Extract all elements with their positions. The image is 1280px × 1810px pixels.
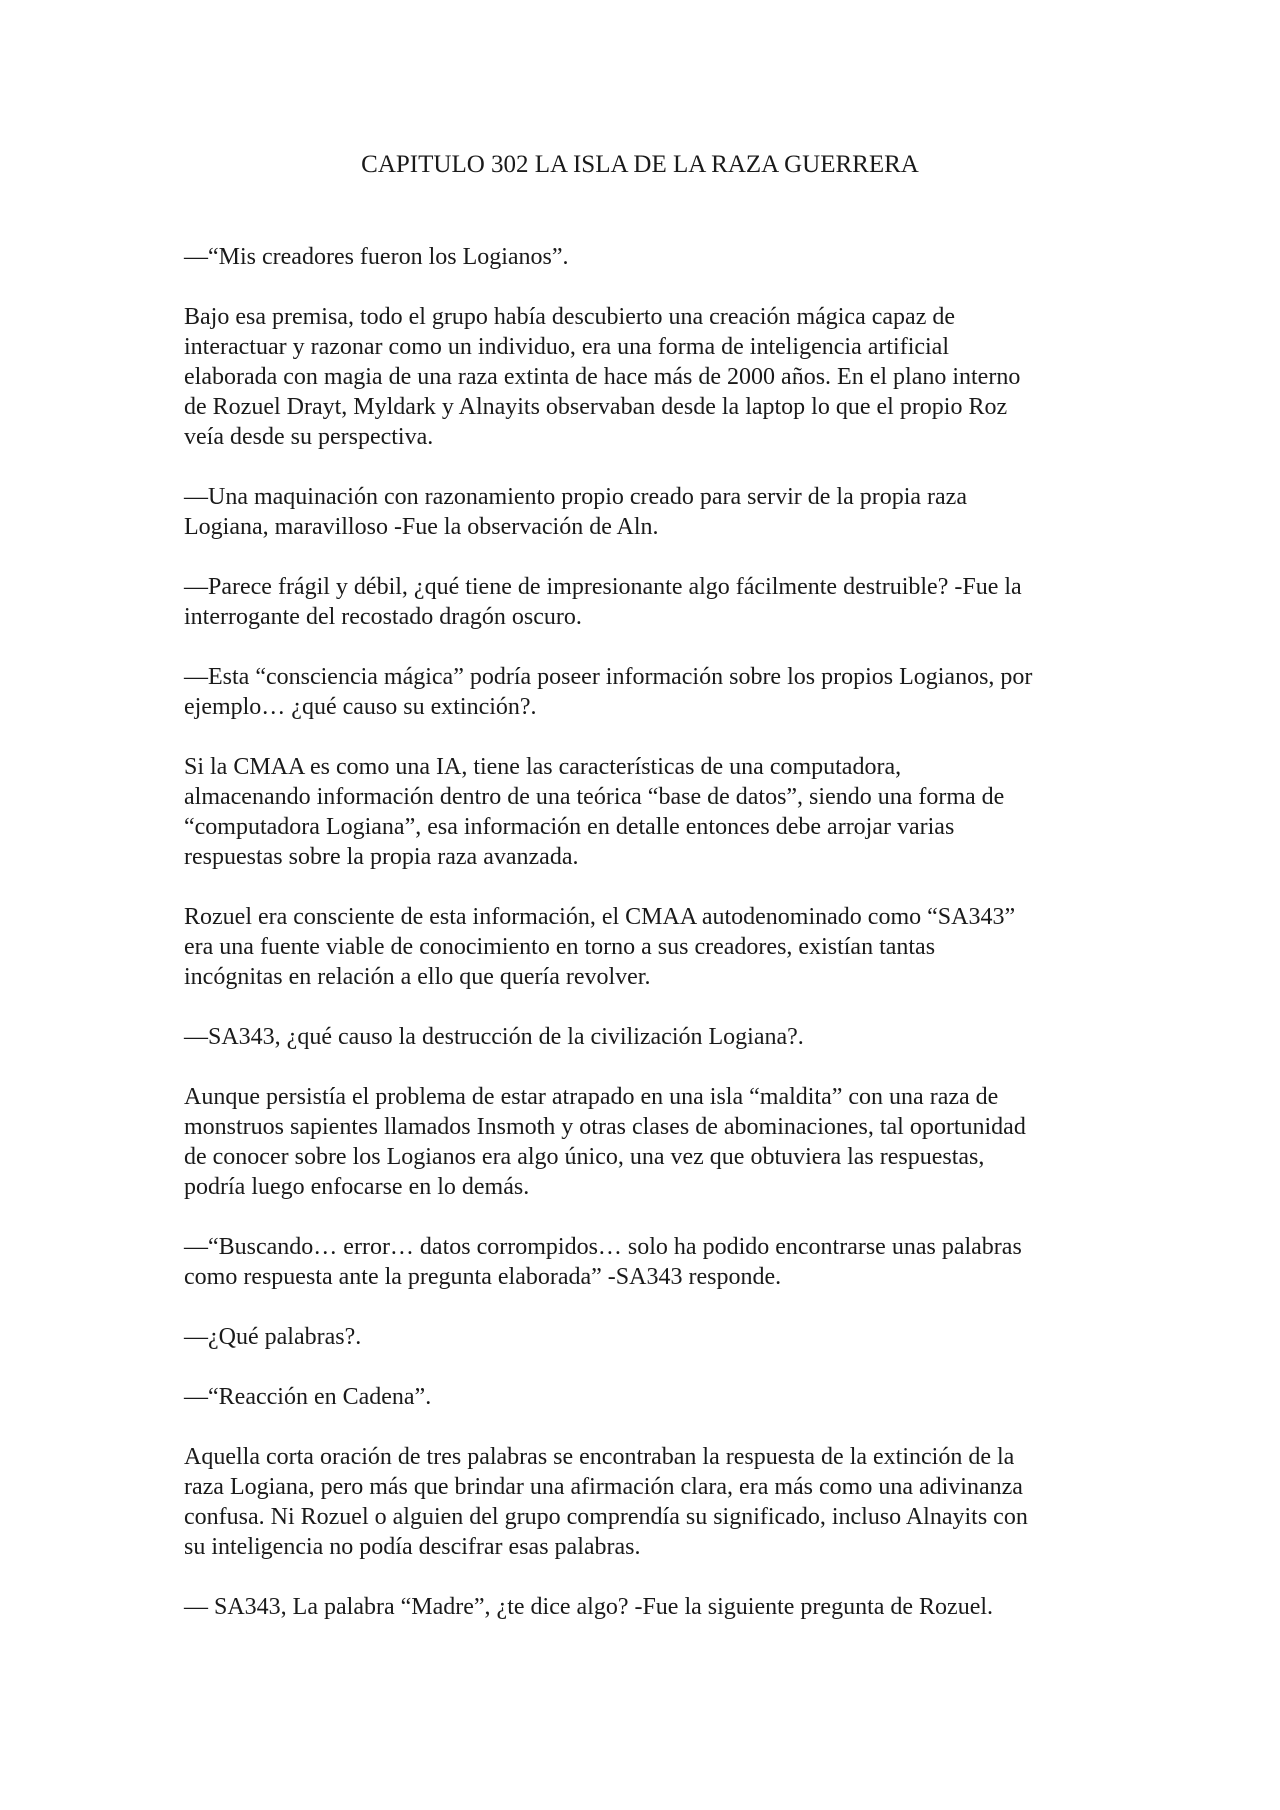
- chapter-title: CAPITULO 302 LA ISLA DE LA RAZA GUERRERA: [361, 151, 919, 178]
- paragraph: —“Buscando… error… datos corrompidos… solo ha podido encontrarse unas palabras como respuesta ante la pregunta elaborada” -SA343 responde.: [184, 1234, 1022, 1290]
- paragraph: —¿Qué palabras?.: [184, 1324, 362, 1350]
- paragraph: Aunque persistía el problema de estar atrapado en una isla “maldita” con una raza de monstruos sapientes llamados Insmoth y otras clases de abominaciones, tal oportunidad de conocer sobre los Logianos era algo único, una vez que obtuviera las respuestas, podría luego enfocarse en lo demás.: [184, 1084, 1026, 1200]
- paragraph: Bajo esa premisa, todo el grupo había descubierto una creación mágica capaz de interactuar y razonar como un individuo, era una forma de inteligencia artificial elaborada con magia de una raza extinta de hace más de 2000 años. En el plano interno de Rozuel Drayt, Myldark y Alnayits observaban desde la laptop lo que el propio Roz veía desde su perspectiva.: [184, 304, 1021, 450]
- chapter-body: [184, 242, 1114, 1652]
- paragraph: —“Reacción en Cadena”.: [184, 1384, 432, 1410]
- paragraph: — SA343, La palabra “Madre”, ¿te dice algo? -Fue la siguiente pregunta de Rozuel.: [184, 1594, 994, 1620]
- paragraph: Si la CMAA es como una IA, tiene las características de una computadora, almacenando información dentro de una teórica “base de datos”, siendo una forma de “computadora Logiana”, esa información en detalle entonces debe arrojar varias respuestas sobre la propia raza avanzada.: [184, 754, 1005, 870]
- paragraph: —SA343, ¿qué causo la destrucción de la civilización Logiana?.: [184, 1024, 804, 1050]
- paragraph: —Parece frágil y débil, ¿qué tiene de impresionante algo fácilmente destruible? -Fue la interrogante del recostado dragón oscuro.: [184, 574, 1022, 630]
- paragraph: —Una maquinación con razonamiento propio creado para servir de la propia raza Logiana, maravilloso -Fue la observación de Aln.: [184, 484, 967, 540]
- paragraph: —Esta “consciencia mágica” podría poseer información sobre los propios Logianos, por ejemplo… ¿qué causo su extinción?.: [184, 664, 1033, 720]
- paragraph: Rozuel era consciente de esta información, el CMAA autodenominado como “SA343” era una fuente viable de conocimiento en torno a sus creadores, existían tantas incógnitas en relación a ello que quería revolver.: [184, 904, 1016, 990]
- paragraph: Aquella corta oración de tres palabras se encontraban la respuesta de la extinción de la raza Logiana, pero más que brindar una afirmación clara, era más como una adivinanza confusa. Ni Rozuel o alguien del grupo comprendía su significado, incluso Alnayits con su inteligencia no podía descifrar esas palabras.: [184, 1444, 1028, 1560]
- paragraph: —“Mis creadores fueron los Logianos”.: [184, 244, 569, 270]
